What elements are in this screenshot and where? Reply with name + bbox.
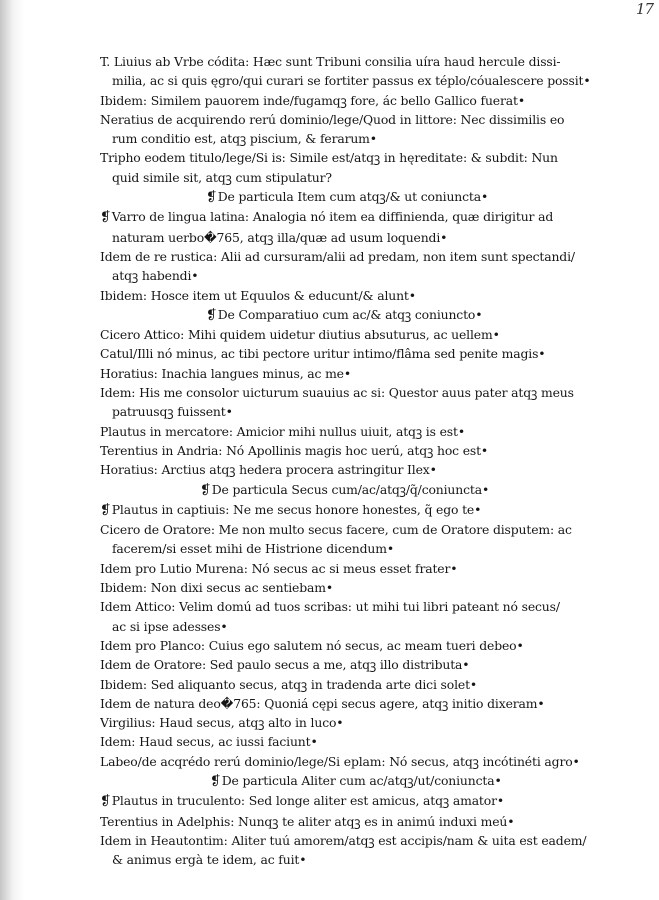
text-line: Ibidem: Non dixi secus ac sentiebam•: [100, 580, 334, 596]
text-line: Virgilius: Haud secus, atqꝫ alto in luco•: [100, 715, 344, 731]
text-line: Catul/Illi nó minus, ac tibi pectore uritur intimo/flâma sed penite magis•: [100, 346, 546, 362]
text-line: Idem: His me consolor uicturum suauius ac si: Questor auus pater atqꝫ meus: [100, 385, 574, 401]
text-line: & animus ergà te idem, ac fuit•: [112, 852, 307, 868]
text-line: [100, 500, 606, 520]
text-line: [100, 791, 606, 811]
text-line: facerem/si esset mihi de Histrione dicendum•: [112, 541, 395, 557]
section-heading: [100, 771, 606, 791]
text-line: Idem de re rustica: Alii ad cursuram/alii ad predam, non item sunt spectandi/: [100, 248, 575, 264]
text-line: Idem de Oratore: Sed paulo secus a me, atqꝫ illo distributa•: [100, 657, 470, 673]
pilcrow-icon: ❡: [206, 307, 217, 323]
pilcrow-icon: ❡: [100, 502, 111, 518]
text-line: atqꝫ habendi•: [112, 268, 199, 284]
text-block: [100, 52, 606, 869]
section-heading-text: De particula Secus cum/ac/atqꝫ/q̃/coniuncta•: [211, 481, 490, 497]
text-line: Ibidem: Hosce item ut Equulos & educunt/& alunt•: [100, 287, 416, 303]
text-line: Terentius in Andria: Nó Apollinis magis hoc uerú, atqꝫ hoc est•: [100, 442, 489, 458]
text-line: Cicero Attico: Mihi quidem uidetur diutius absuturus, ac uellem•: [100, 327, 500, 343]
section-heading: [100, 305, 606, 325]
text-line: milia, ac si quis ęgro/qui curari se fortiter passus ex téplo/cóualescere possit•: [112, 73, 591, 89]
text-line: Ibidem: Sed aliquanto secus, atqꝫ in tradenda arte dici solet•: [100, 676, 478, 692]
text-line: rum conditio est, atqꝫ piscium, & ferarum•: [112, 131, 377, 147]
pilcrow-icon: ❡: [100, 794, 111, 810]
text-line: Terentius in Adelphis: Nunqꝫ te aliter atqꝫ es in animú induxi meú•: [100, 813, 515, 829]
text-line: Ibidem: Similem pauorem inde/fugamqꝫ fore, ác bello Gallico fuerat•: [100, 92, 525, 108]
text-line-content: Plautus in truculento: Sed longe aliter est amicus, atqꝫ amator•: [111, 793, 504, 809]
section-heading-text: De particula Aliter cum ac/atqꝫ/ut/coniuncta•: [221, 772, 502, 788]
text-line: naturam uerbo�765, atqꝫ illa/quæ ad usum loquendi•: [112, 229, 448, 245]
folio-number: 17: [635, 0, 653, 18]
text-line: ac si ipse adesses•: [112, 618, 228, 634]
text-line: [100, 207, 606, 227]
text-line: quid simile sit, atqꝫ cum stipulatur?: [112, 169, 332, 185]
text-line: Idem de natura deo�765: Quoniá cępi secus agere, atqꝫ initio dixeram•: [100, 695, 545, 711]
text-line: Idem: Haud secus, ac iussi faciunt•: [100, 734, 318, 750]
pilcrow-icon: ❡: [210, 773, 221, 789]
text-line: T. Liuius ab Vrbe códita: Hæc sunt Tribuni consilia uíra haud hercule dissi-: [100, 54, 561, 69]
text-line: Labeo/de acqrédo rerú dominio/lege/Si eplam: Nó secus, atqꝫ incótinéti agro•: [100, 753, 580, 769]
text-line: Tripho eodem titulo/lege/Si is: Simile est/atqꝫ in hęreditate: & subdit: Nun: [100, 150, 558, 166]
text-line: Cicero de Oratore: Me non multo secus facere, cum de Oratore disputem: ac: [100, 522, 572, 538]
text-line: patruusqꝫ fuissent•: [112, 404, 233, 420]
section-heading-text: De particula Item cum atqꝫ/& ut coniuncta•: [217, 189, 489, 205]
pilcrow-icon: ❡: [206, 190, 217, 206]
text-line: Neratius de acquirendo rerú dominio/lege/Quod in littore: Nec dissimilis eo: [100, 111, 565, 127]
text-line: Plautus in mercatore: Amicior mihi nullus uiuit, atqꝫ is est•: [100, 423, 465, 439]
pilcrow-icon: ❡: [200, 482, 211, 498]
text-line: Idem pro Planco: Cuius ego salutem nó secus, ac meam tueri debeo•: [100, 637, 524, 653]
text-line: Horatius: Arctius atqꝫ hedera procera astringitur Ilex•: [100, 462, 437, 478]
section-heading-text: De Comparatiuo cum ac/& atqꝫ coniuncto•: [217, 306, 483, 322]
text-line-content: Varro de lingua latina: Analogia nó item ea diffinienda, quæ dirigitur ad: [111, 209, 554, 225]
text-line: Horatius: Inachia langues minus, ac me•: [100, 365, 352, 381]
text-line: Idem Attico: Velim domú ad tuos scribas: ut mihi tui libri pateant nó secus/: [100, 599, 560, 615]
pilcrow-icon: ❡: [100, 210, 111, 226]
text-line: Idem in Heautontim: Aliter tuú amorem/atqꝫ est accipis/nam & uita est eadem/: [100, 832, 587, 848]
text-line-content: Plautus in captiuis: Ne me secus honore honestes, q̃ ego te•: [111, 501, 482, 517]
section-heading: [100, 187, 606, 207]
text-line: Idem pro Lutio Murena: Nó secus ac si meus esset frater•: [100, 560, 458, 576]
page-edge-shadow: [0, 0, 24, 900]
section-heading: [100, 480, 606, 500]
